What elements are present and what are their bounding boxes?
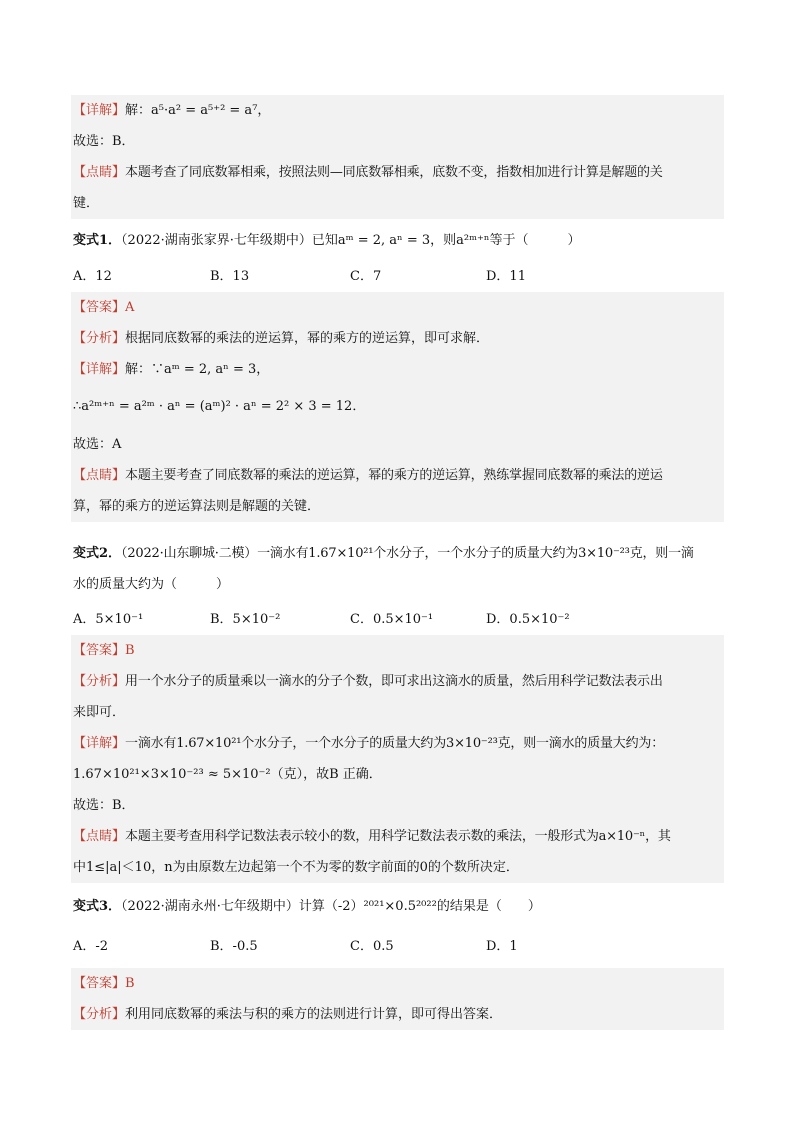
analysis-line	[71, 666, 724, 697]
choose-line: 故选：B．	[73, 798, 135, 813]
detail-text: 解：∵aᵐ = 2, aⁿ = 3，	[125, 362, 270, 377]
option-a: A．-2	[73, 939, 109, 954]
analysis-text: 用一个水分子的质量乘以一滴水的分子个数，即可求出这滴水的质量，然后用科学记数法表示出	[125, 674, 663, 689]
answer-value: A	[125, 300, 135, 315]
question-text: （2022·湖南永州·七年级期中）计算（-2）²⁰²¹×0.5²⁰²²的结果是（ ）	[121, 899, 541, 914]
detail-text: 一滴水有1.67×10²¹个水分子，一个水分子的质量大约为3×10⁻²³克，则一滴水的质量大约为：	[125, 736, 665, 751]
analysis-line	[71, 323, 724, 354]
option-d: D．11	[486, 269, 526, 284]
question-line-2: 水的质量大约为（ ）	[73, 577, 230, 592]
option-d: D．0.5×10⁻²	[486, 612, 570, 627]
analysis-tag: 【分析】	[73, 674, 126, 689]
answer-tag: 【答案】	[73, 643, 126, 658]
analysis-tag: 【分析】	[73, 331, 126, 346]
detail-tag: 【详解】	[73, 362, 126, 377]
comment-tag: 【点睛】	[73, 829, 126, 844]
question-variant-1	[71, 225, 724, 292]
question-text: （2022·山东聊城·二模）一滴水有1.67×10²¹个水分子，一个水分子的质量大约为3×10⁻²³克，则一滴	[121, 546, 694, 561]
comment-tag: 【点睛】	[73, 468, 126, 483]
detail-line	[71, 95, 724, 126]
answer-value: B	[125, 976, 135, 991]
question-variant-2	[71, 538, 724, 635]
answer-tag: 【答案】	[73, 976, 126, 991]
comment-text: 本题主要考查用科学记数法表示较小的数，用科学记数法表示数的乘法，一般形式为a×10⁻ⁿ，其	[125, 829, 671, 844]
choose-line: 故选：B．	[73, 134, 135, 149]
analysis-line	[71, 999, 724, 1030]
comment-line	[71, 157, 724, 188]
answer-tag: 【答案】	[73, 300, 126, 315]
answer-line	[71, 968, 724, 999]
answer-line	[71, 292, 724, 323]
comment-line	[71, 821, 724, 852]
comment-line	[71, 460, 724, 491]
detail-line-2: ∴a²ᵐ⁺ⁿ = a²ᵐ · aⁿ = (aᵐ)² · aⁿ = 2² × 3 = 12．	[73, 399, 366, 414]
analysis-tag: 【分析】	[73, 1007, 126, 1022]
detail-line	[71, 354, 724, 385]
question-line	[71, 225, 724, 256]
solution-block-prev	[71, 95, 724, 219]
options-row	[71, 604, 724, 635]
option-a: A．5×10⁻¹	[73, 612, 144, 627]
options-row	[71, 931, 724, 962]
option-b: B．5×10⁻²	[210, 612, 281, 627]
question-variant-3	[71, 891, 724, 962]
option-c: C．0.5×10⁻¹	[350, 612, 434, 627]
comment-text: 本题主要考查了同底数幂的乘法的逆运算，幂的乘方的逆运算，熟练掌握同底数幂的乘法的逆运	[125, 468, 663, 483]
question-label: 变式3．	[73, 899, 122, 914]
option-b: B．-0.5	[210, 939, 258, 954]
analysis-text: 根据同底数幂的乘法的逆运算，幂的乘方的逆运算，即可求解．	[125, 331, 490, 346]
question-label: 变式1．	[73, 233, 122, 248]
question-label: 变式2．	[73, 546, 122, 561]
detail-math: a⁵·a² = a⁵⁺² = a⁷，	[151, 103, 271, 118]
answer-line	[71, 635, 724, 666]
choose-line: 故选：A	[73, 437, 122, 452]
comment-line-2: 算，幂的乘方的逆运算法则是解题的关键．	[73, 499, 321, 514]
question-line	[71, 891, 724, 922]
options-row	[71, 261, 724, 292]
detail-tag: 【详解】	[73, 103, 126, 118]
answer-value: B	[125, 643, 135, 658]
solution-block-variant-1	[71, 292, 724, 522]
option-d: D．1	[486, 939, 518, 954]
question-text: （2022·湖南张家界·七年级期中）已知aᵐ = 2, aⁿ = 3，则a²ᵐ⁺ⁿ等于（ ）	[121, 233, 581, 248]
option-b: B．13	[210, 269, 250, 284]
solution-block-variant-2	[71, 635, 724, 883]
option-c: C．0.5	[350, 939, 394, 954]
comment-text: 本题考查了同底数幂相乘，按照法则—同底数幂相乘，底数不变，指数相加进行计算是解题的关	[125, 165, 663, 180]
analysis-text: 利用同底数幂的乘法与积的乘方的法则进行计算，即可得出答案．	[125, 1007, 503, 1022]
detail-line	[71, 728, 724, 759]
question-line	[71, 538, 724, 569]
comment-tag: 【点睛】	[73, 165, 126, 180]
analysis-line-2: 来即可．	[73, 705, 126, 720]
solution-block-variant-3	[71, 968, 724, 1030]
comment-line-2: 键．	[73, 196, 100, 211]
detail-tag: 【详解】	[73, 736, 126, 751]
detail-text: 解：	[125, 103, 152, 118]
comment-line-2: 中1≤|a|＜10，n为由原数左边起第一个不为零的数字前面的0的个数所决定．	[73, 860, 519, 875]
option-a: A．12	[73, 269, 112, 284]
option-c: C．7	[350, 269, 382, 284]
detail-line-2: 1.67×10²¹×3×10⁻²³ ≈ 5×10⁻²（克），故B 正确．	[73, 767, 382, 782]
